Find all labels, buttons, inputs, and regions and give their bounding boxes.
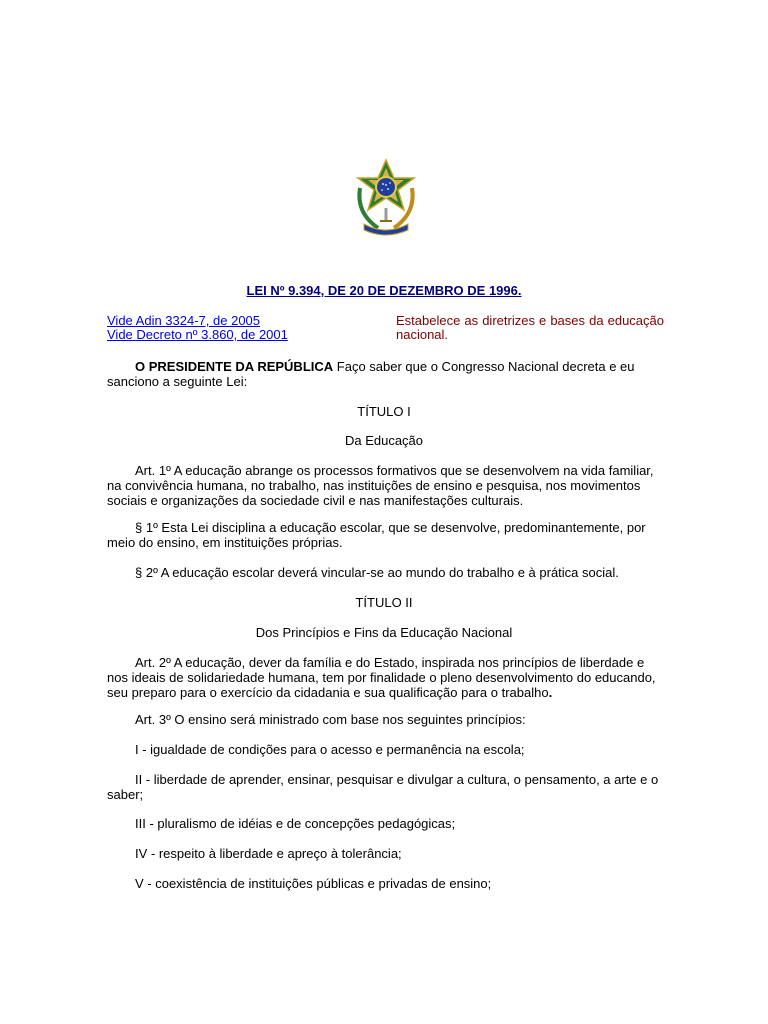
article-3: Art. 3º O ensino será ministrado com base nos seguintes princípios: [135, 712, 526, 727]
inciso-4: IV - respeito à liberdade e apreço à tolerância; [135, 846, 402, 861]
law-title[interactable]: LEI Nº 9.394, DE 20 DE DEZEMBRO DE 1996. [246, 283, 522, 298]
article-1-paragraph-2: § 2º A educação escolar deverá vincular-se ao mundo do trabalho e à prática social. [135, 565, 619, 580]
ementa: Estabelece as diretrizes e bases da educação nacional. [396, 313, 664, 342]
coat-of-arms-of-brazil-icon [350, 158, 422, 238]
title-name: Da Educação [344, 433, 424, 448]
inciso-5: V - coexistência de instituições públicas e privadas de ensino; [135, 876, 492, 891]
preamble [107, 359, 660, 389]
title-heading: TÍTULO I [357, 404, 411, 419]
title-name-2: Dos Princípios e Fins da Educação Nacional [255, 625, 513, 640]
link-vide-decreto[interactable]: Vide Decreto nº 3.860, de 2001 [107, 327, 288, 342]
inciso-2: II - liberdade de aprender, ensinar, pesquisar e divulgar a cultura, o pensamento, a arte e o saber; [107, 772, 659, 802]
preamble-bold: O PRESIDENTE DA REPÚBLICA [135, 359, 334, 374]
link-vide-adin[interactable]: Vide Adin 3324-7, de 2005 [107, 313, 261, 328]
inciso-3: III - pluralismo de idéias e de concepções pedagógicas; [135, 816, 456, 831]
article-1: Art. 1º A educação abrange os processos formativos que se desenvolvem na vida familiar, na convivência humana, no trabalho, nas instituições de ensino e pesquisa, nos movimentos sociais e organizações da sociedade civil e nas manifestações culturais. [107, 463, 654, 508]
related-links [107, 314, 377, 342]
article-2: Art. 2º A educação, dever da família e do Estado, inspirada nos princípios de liberdade e nos ideais de solidariedade humana, tem por finalidade o pleno desenvolvimento do educando, seu preparo para o exercício da cidadania e sua qualificação para o trabalho. [107, 655, 656, 700]
inciso-1: I - igualdade de condições para o acesso e permanência na escola; [135, 742, 525, 757]
title-heading-2: TÍTULO II [355, 595, 413, 610]
article-1-paragraph-1: § 1º Esta Lei disciplina a educação escolar, que se desenvolve, predominantemente, por meio do ensino, em instituições próprias. [107, 520, 646, 550]
preamble-text: Faço saber que o Congresso Nacional decreta e eu sanciono a seguinte Lei: [107, 359, 635, 389]
